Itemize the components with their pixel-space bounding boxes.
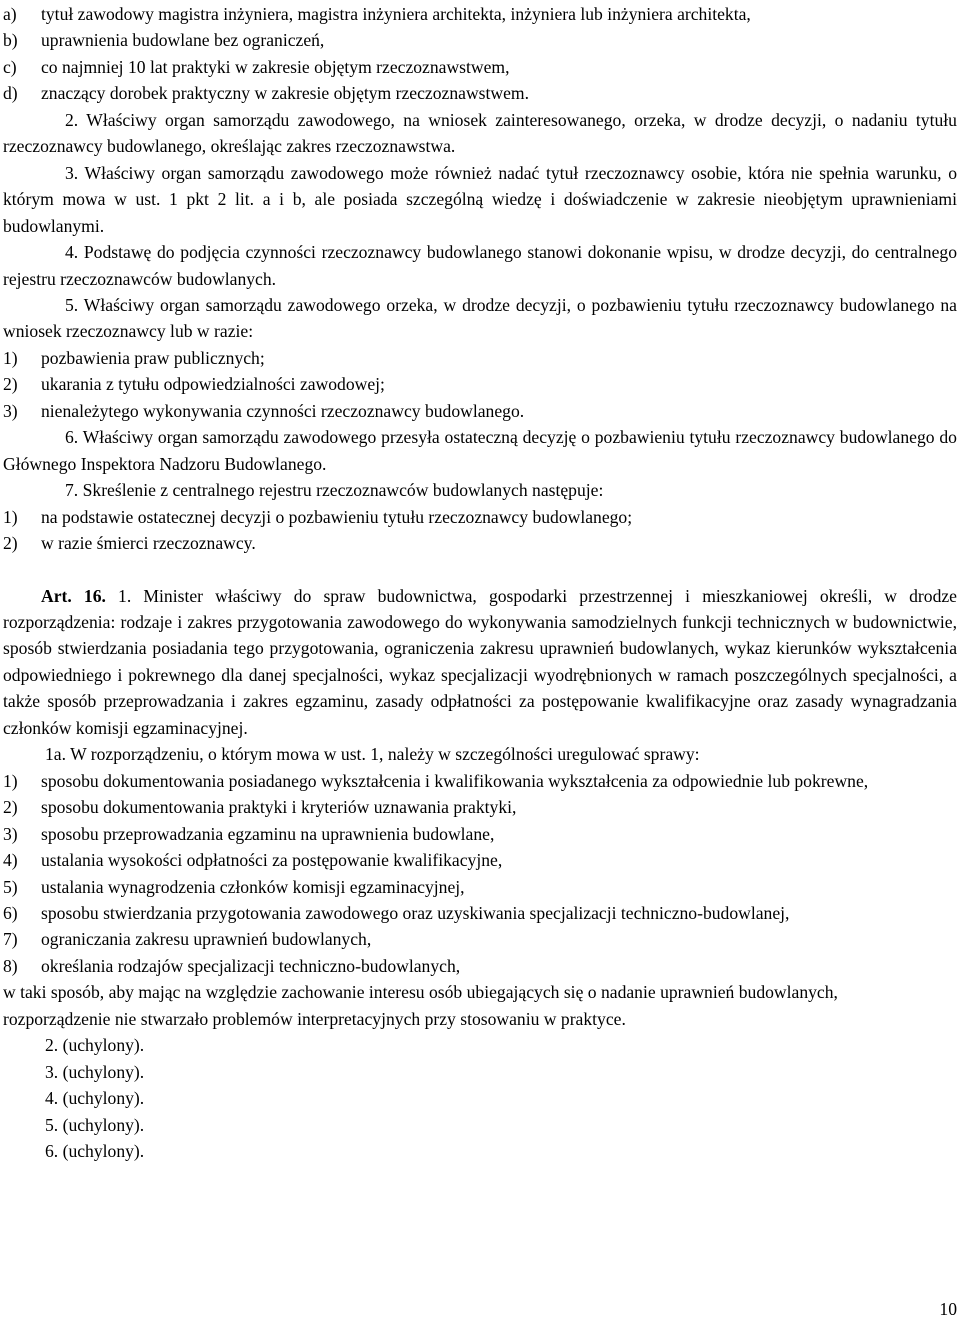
document-page	[3, 1, 957, 1164]
article-label: Art. 16.	[41, 585, 106, 606]
paragraph-text: Podstawę do podjęcia czynności rzeczoznawcy budowlanego stanowi dokonanie wpisu, w drodze decyzji, do centralnego rejestru rzeczoznawców budowlanych.	[3, 242, 957, 289]
paragraph-text: Właściwy organ samorządu zawodowego może również nadać tytuł rzeczoznawcy osobie, która nie spełnia warunku, o którym mowa w ust. 1 pkt 2 lit. a i b, ale posiada szczególną wiedzę i doświadczenie w zakresie nieobjętym uprawnieniami budowlanymi.	[3, 162, 957, 236]
list-item	[3, 398, 957, 424]
list-item	[3, 371, 957, 397]
list-marker: 5)	[3, 876, 18, 897]
paragraph-2	[3, 107, 957, 160]
list-item-a	[3, 1, 957, 27]
list-item	[3, 345, 957, 371]
list-item	[3, 768, 957, 794]
list-item-d	[3, 80, 957, 106]
list-marker: 2)	[3, 533, 18, 554]
list-text: w razie śmierci rzeczoznawcy.	[41, 533, 256, 554]
list-text: ustalania wynagrodzenia członków komisji egzaminacyjnej,	[41, 876, 465, 897]
list-text: określania rodzajów specjalizacji techniczno-budowlanych,	[41, 955, 461, 976]
list-item-b	[3, 27, 957, 53]
list-marker: 7)	[3, 929, 18, 950]
paragraph-text: Minister właściwy do spraw budownictwa, gospodarki przestrzennej i mieszkaniowej określi, w drodze rozporządzenia: rodzaje i zakres przygotowania zawodowego do wykonywania samodzielnych funkcji technicznych w budownictwie, sposób stwierdzania posiadania tego przygotowania, ograniczenia zakresu uprawnień budowlanych, wykaz kierunków wykształcenia odpowiedniego i pokrewnego dla danej specjalności, wykaz specjalizacji wyodrębnionych w ramach poszczególnych specjalności, a także sposób przeprowadzania i zakres egzaminu, zasady odpłatności za postępowanie kwalifikacyjne oraz zasady wynagradzania członków komisji egzaminacyjnej.	[3, 585, 957, 738]
list-item	[3, 953, 957, 979]
list-marker: 8)	[3, 955, 18, 976]
paragraph-number: 2.	[65, 109, 79, 130]
list-text: sposobu przeprowadzania egzaminu na uprawnienia budowlane,	[41, 823, 495, 844]
paragraph-5	[3, 292, 957, 345]
list-text: znaczący dorobek praktyczny w zakresie objętym rzeczoznawstwem.	[41, 83, 529, 104]
list-marker: a)	[3, 4, 17, 24]
list-marker: 2)	[3, 374, 18, 395]
list-item	[3, 926, 957, 952]
list-item	[3, 794, 957, 820]
spacer	[3, 557, 957, 583]
paragraph-text: Skreślenie z centralnego rejestru rzeczoznawców budowlanych następuje:	[82, 480, 604, 501]
list-paragraph-1a	[3, 768, 957, 980]
list-marker: 4)	[3, 850, 18, 871]
repealed-list	[3, 1032, 957, 1164]
paragraph-number: 4.	[65, 242, 79, 263]
list-paragraph-7	[3, 504, 957, 557]
page-number: 10	[939, 1299, 957, 1319]
list-marker: 3)	[3, 823, 18, 844]
list-text: tytuł zawodowy magistra inżyniera, magistra inżyniera architekta, inżyniera lub inżyniera architekta,	[41, 4, 751, 24]
repealed-item: 6. (uchylony).	[45, 1141, 145, 1162]
paragraph-text: Właściwy organ samorządu zawodowego przesyła ostateczną decyzję o pozbawieniu tytułu rzeczoznawcy budowlanego do Głównego Inspektora Nadzoru Budowlanego.	[3, 427, 957, 474]
paragraph-number: 7.	[65, 480, 79, 501]
list-marker: 1)	[3, 347, 18, 368]
list-text: ograniczania zakresu uprawnień budowlanych,	[41, 929, 372, 950]
closing-paragraph: w taki sposób, aby mając na względzie zachowanie interesu osób ubiegających się o nadanie uprawnień budowlanych, rozporządzenie nie stwarzało problemów interpretacyjnych przy stosowaniu w praktyce.	[3, 982, 838, 1029]
list-text: na podstawie ostatecznej decyzji o pozbawieniu tytułu rzeczoznawcy budowlanego;	[41, 506, 633, 527]
paragraph-number: 3.	[65, 162, 79, 183]
list-paragraph-5	[3, 345, 957, 424]
list-text: sposobu dokumentowania praktyki i kryteriów uznawania praktyki,	[41, 797, 517, 818]
paragraph-text: Właściwy organ samorządu zawodowego orzeka, w drodze decyzji, o pozbawieniu tytułu rzeczoznawcy budowlanego na wniosek rzeczoznawcy lub w razie:	[3, 294, 957, 342]
list-marker: 3)	[3, 400, 18, 421]
paragraph-number: 1.	[118, 585, 132, 606]
repealed-item: 4. (uchylony).	[45, 1088, 145, 1109]
paragraph-text: 1a. W rozporządzeniu, o którym mowa w ust. 1, należy w szczególności uregulować sprawy:	[45, 744, 700, 765]
list-text: nienależytego wykonywania czynności rzeczoznawcy budowlanego.	[41, 400, 525, 421]
list-marker: 1)	[3, 770, 18, 791]
paragraph-text: Właściwy organ samorządu zawodowego, na wniosek zainteresowanego, orzeka, w drodze decyzji, o nadaniu tytułu rzeczoznawcy budowlanego, określając zakres rzeczoznawstwa.	[3, 109, 957, 157]
paragraph-number: 6.	[65, 427, 79, 448]
list-item-c	[3, 54, 957, 80]
paragraph-4	[3, 239, 957, 292]
list-marker: 1)	[3, 506, 18, 527]
article-16-paragraph-1	[3, 583, 957, 742]
paragraph-6	[3, 424, 957, 477]
article-16-paragraph-1a	[3, 741, 957, 767]
list-text: ukarania z tytułu odpowiedzialności zawodowej;	[41, 374, 385, 395]
repealed-item: 2. (uchylony).	[45, 1035, 145, 1056]
list-text: sposobu dokumentowania posiadanego wykształcenia i kwalifikowania wykształcenia za odpowiednie lub pokrewne,	[41, 770, 869, 791]
list-text: co najmniej 10 lat praktyki w zakresie objętym rzeczoznawstwem,	[41, 56, 510, 77]
list-text: uprawnienia budowlane bez ograniczeń,	[41, 30, 325, 51]
list-marker: 6)	[3, 902, 18, 923]
repealed-item: 3. (uchylony).	[45, 1061, 145, 1082]
list-marker: c)	[3, 56, 17, 77]
list-marker: 2)	[3, 797, 18, 818]
list-marker: b)	[3, 30, 18, 51]
list-item	[3, 504, 957, 530]
list-text: pozbawienia praw publicznych;	[41, 347, 265, 368]
list-item	[3, 847, 957, 873]
list-text: sposobu stwierdzania przygotowania zawodowego oraz uzyskiwania specjalizacji techniczno-budowlanej,	[41, 902, 790, 923]
list-top	[3, 1, 957, 107]
list-item	[3, 900, 957, 926]
paragraph-number: 5.	[65, 294, 79, 315]
list-item	[3, 530, 957, 556]
paragraph-3	[3, 160, 957, 239]
paragraph-7	[3, 477, 957, 503]
list-text: ustalania wysokości odpłatności za postępowanie kwalifikacyjne,	[41, 850, 503, 871]
list-item	[3, 821, 957, 847]
list-item	[3, 874, 957, 900]
list-marker: d)	[3, 83, 18, 104]
repealed-item: 5. (uchylony).	[45, 1114, 145, 1135]
